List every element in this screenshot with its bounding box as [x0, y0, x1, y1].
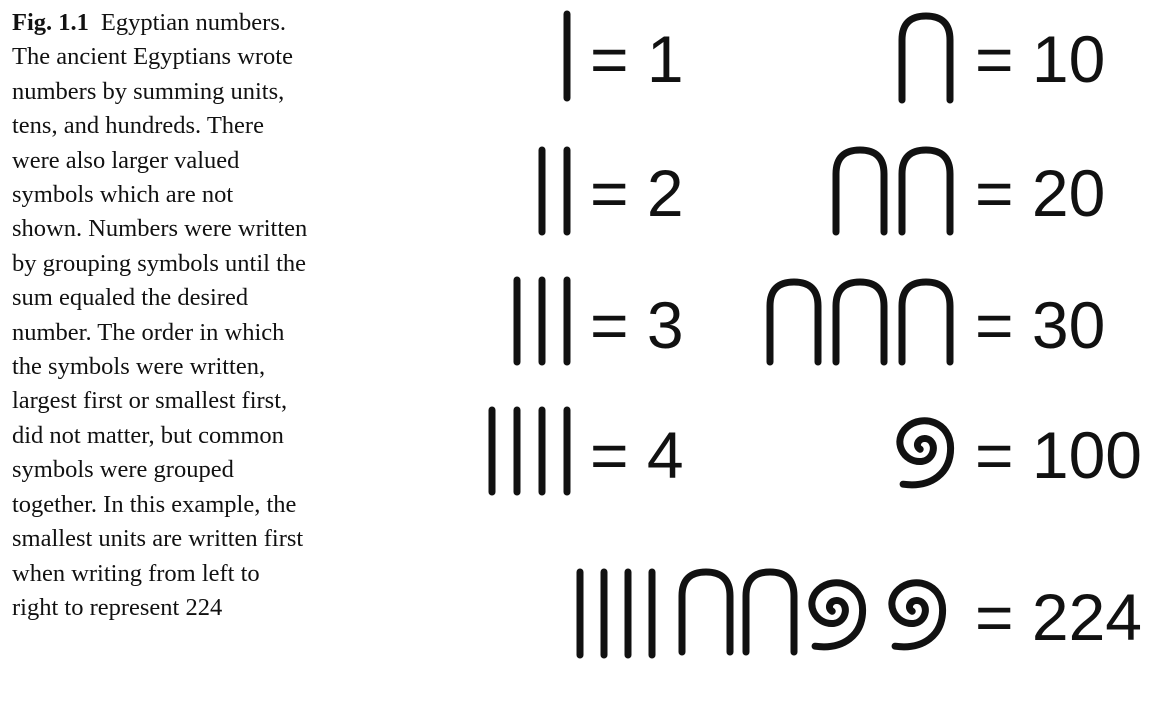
unit-numeral-row: [567, 14, 684, 98]
coiled-rope-hundred-icon: [900, 421, 951, 485]
heel-bone-ten-icon: [746, 572, 794, 652]
heel-bone-ten-icon: [770, 282, 818, 362]
heel-bone-ten-icon: [682, 572, 730, 652]
ten-numeral-row: [902, 16, 1105, 100]
caption-line: together. In this example, the: [12, 490, 297, 518]
caption-line: did not matter, but common: [12, 421, 284, 449]
numeral-value-label: = 2: [590, 156, 684, 230]
caption-line: symbols which are not: [12, 181, 234, 209]
ten-numeral-row: [836, 150, 1105, 232]
coiled-rope-hundred-icon: [892, 583, 943, 647]
caption-line: tens, and hundreds. There: [12, 112, 264, 140]
hundred-numeral: [900, 418, 1142, 492]
numeral-value-label: = 1: [590, 22, 684, 96]
hundred-numeral-row: [900, 418, 1142, 492]
ten-numeral-row: [770, 282, 1105, 362]
numeral-value-label: = 4: [590, 418, 684, 492]
caption-line: were also larger valued: [12, 146, 240, 174]
heel-bone-ten-icon: [902, 282, 950, 362]
numeral-value-label: = 20: [975, 156, 1106, 230]
unit-numeral-row: [492, 410, 684, 492]
heel-bone-ten-icon: [836, 150, 884, 232]
numeral-value-label: = 100: [975, 418, 1142, 492]
caption-line: Egyptian numbers.: [100, 9, 286, 36]
caption-line: sum equaled the desired: [12, 284, 249, 312]
caption-line: number. The order in which: [12, 318, 285, 346]
unit-numeral-row: [542, 150, 684, 232]
heel-bone-ten-icon: [836, 282, 884, 362]
caption-line: right to represent 224: [12, 593, 223, 621]
coiled-rope-hundred-icon: [812, 583, 863, 647]
numeral-value-label: = 30: [975, 288, 1106, 362]
unit-numerals: [492, 14, 684, 492]
caption-line: numbers by summing units,: [12, 77, 285, 105]
caption-line: The ancient Egyptians wrote: [12, 43, 293, 71]
figure-label: Fig. 1.1: [12, 9, 89, 36]
caption-line: shown. Numbers were written: [12, 215, 308, 243]
numeral-value-label: = 3: [590, 288, 684, 362]
example-numeral-row: [580, 572, 1142, 655]
numeral-value-label: = 224: [975, 580, 1142, 654]
heel-bone-ten-icon: [902, 150, 950, 232]
unit-numeral-row: [517, 280, 684, 362]
caption-line: smallest units are written first: [12, 525, 304, 553]
caption-line: symbols were grouped: [12, 456, 234, 484]
heel-bone-ten-icon: [902, 16, 950, 100]
caption-line: the symbols were written,: [12, 353, 266, 381]
caption-line: when writing from left to: [12, 559, 260, 587]
caption-line: largest first or smallest first,: [12, 387, 288, 415]
caption-line: by grouping symbols until the: [12, 249, 306, 277]
numeral-value-label: = 10: [975, 22, 1106, 96]
example-224-numeral: [580, 572, 1142, 655]
ten-numerals: [770, 16, 1105, 362]
